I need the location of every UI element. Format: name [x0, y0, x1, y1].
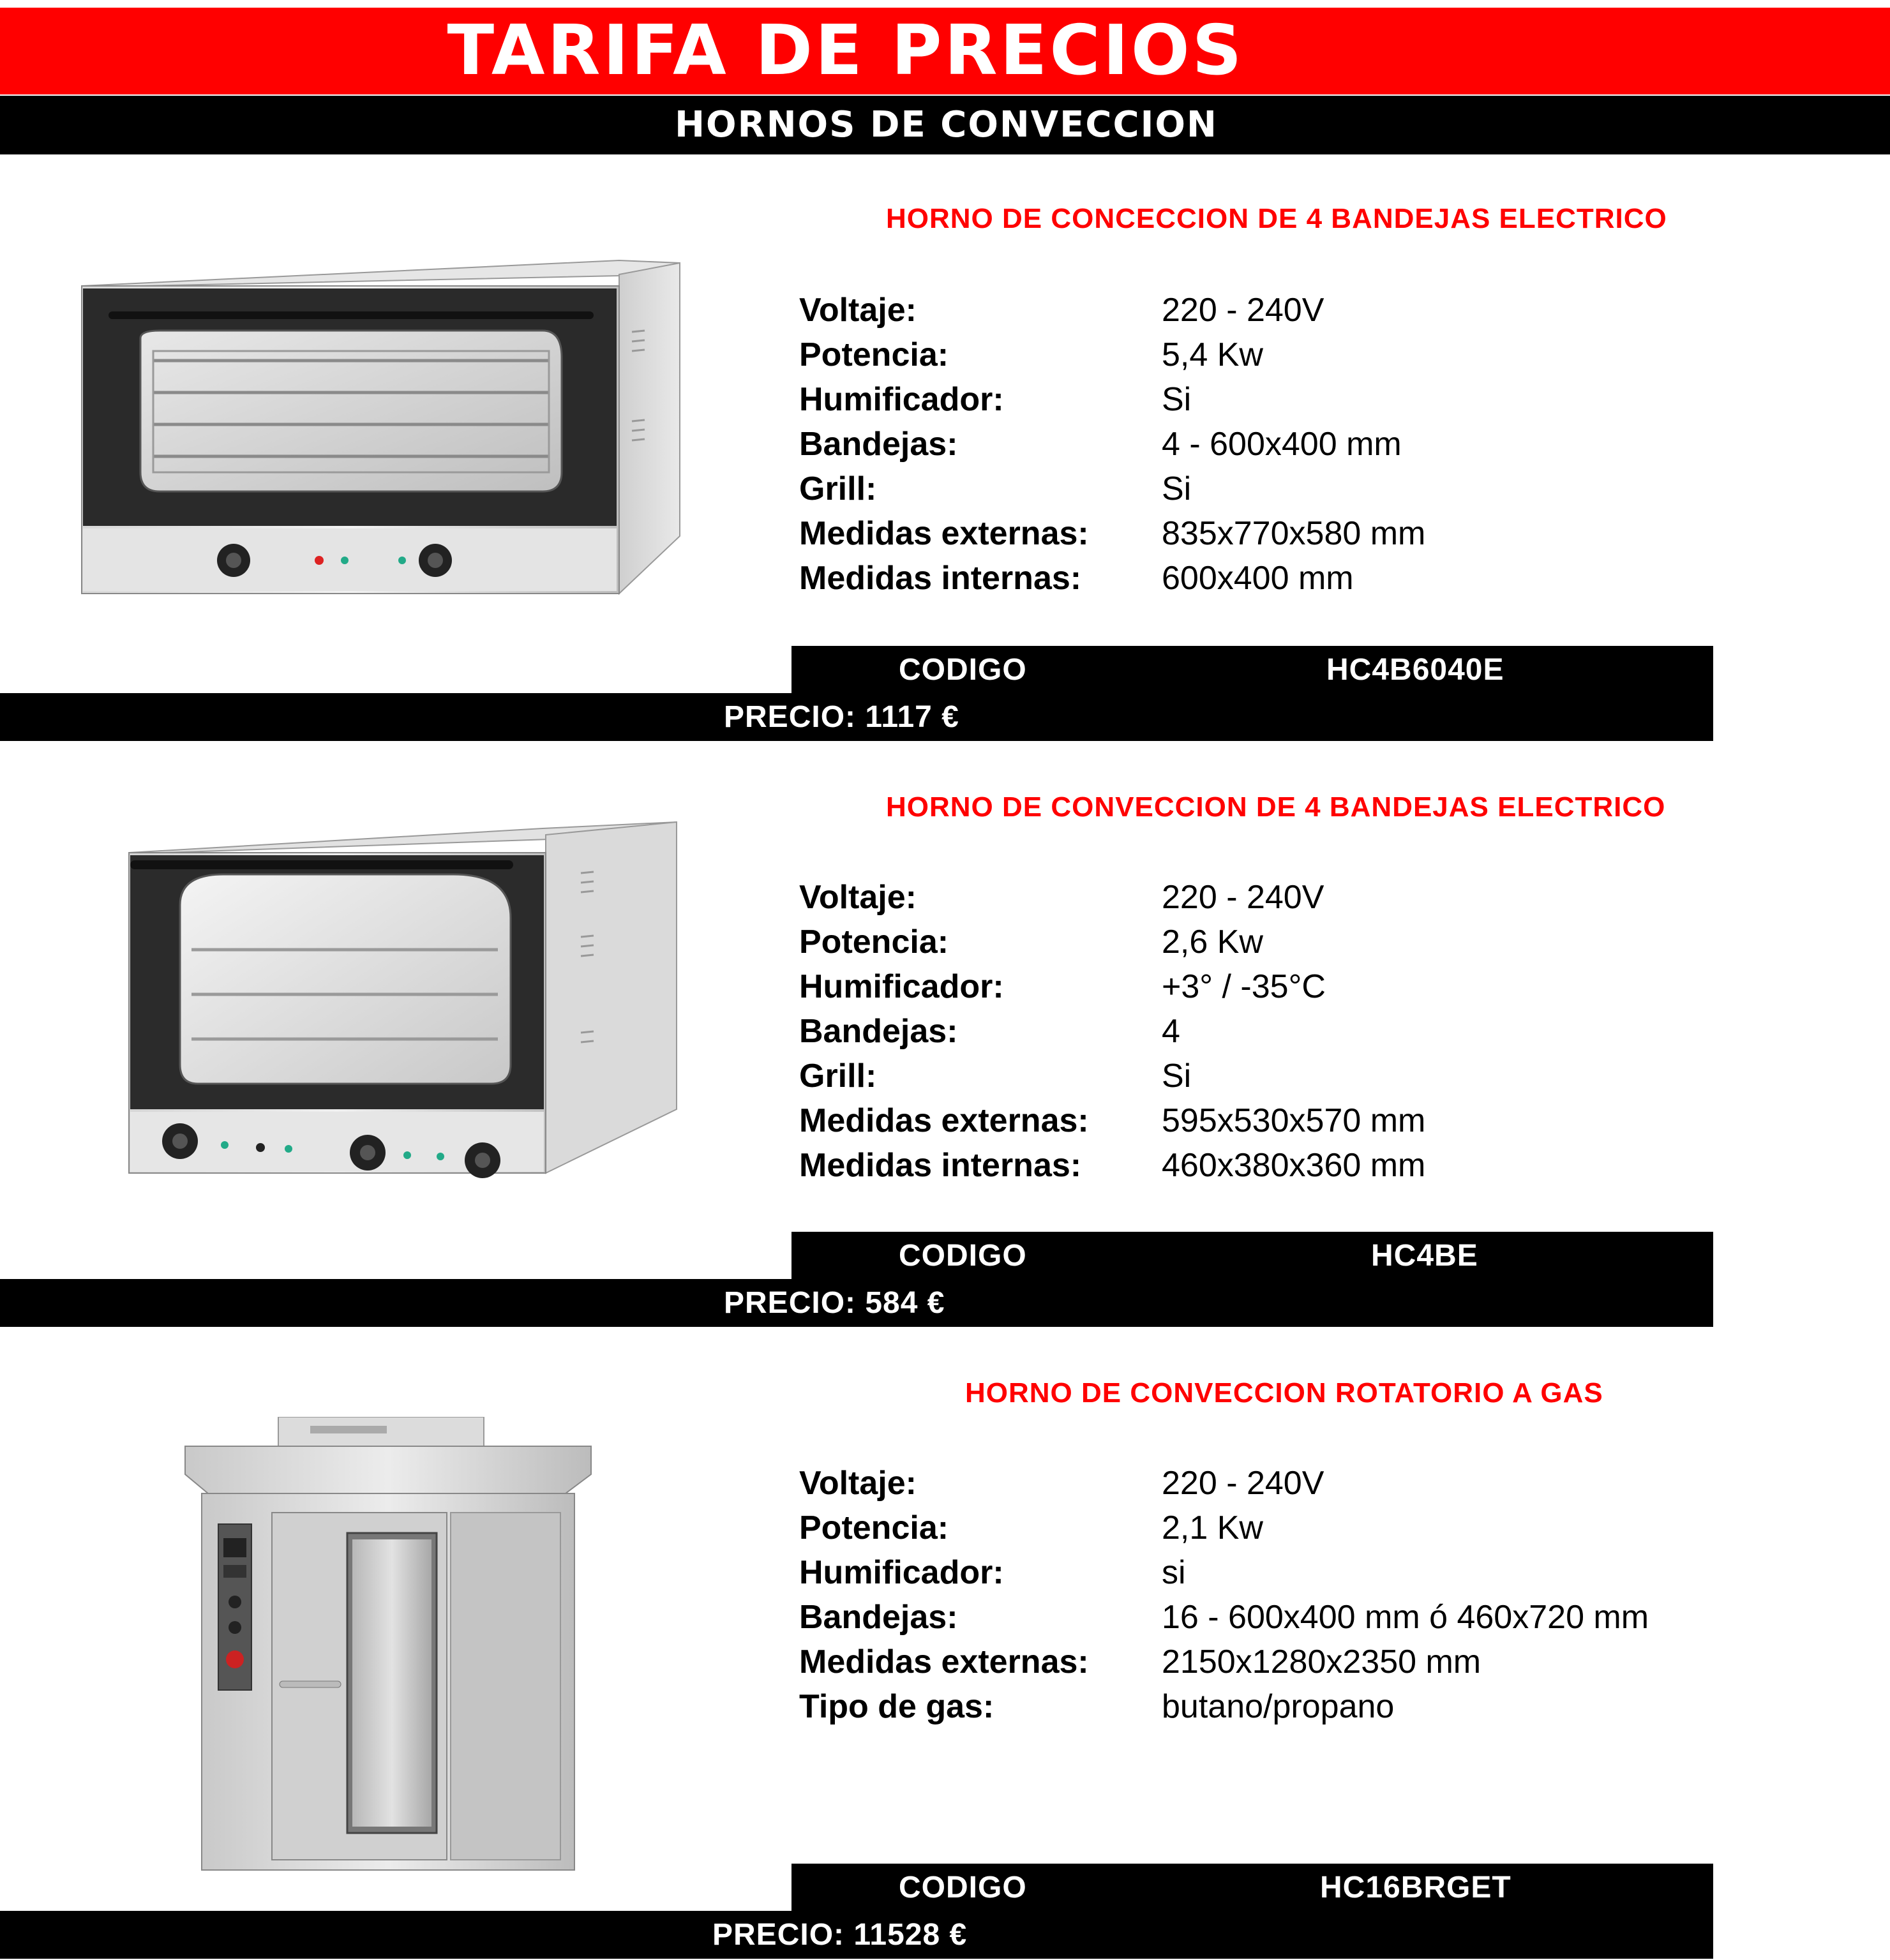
spec-label: Medidas externas:	[799, 1643, 1089, 1680]
spec-value: 220 - 240V	[1162, 292, 1324, 329]
product-code: HC4B6040E	[1326, 653, 1504, 687]
spec-value: +3° / -35°C	[1162, 968, 1326, 1005]
code-label: CODIGO	[899, 1239, 1027, 1273]
spec-value: 600x400 mm	[1162, 560, 1354, 597]
page-title: TARIFA DE PRECIOS	[447, 11, 1245, 91]
convection-oven-2-image	[121, 816, 683, 1186]
spec-value: si	[1162, 1554, 1186, 1591]
page-subtitle: HORNOS DE CONVECCION	[675, 104, 1218, 146]
spec-label: Tipo de gas:	[799, 1688, 994, 1725]
spec-value: 2,1 Kw	[1162, 1509, 1263, 1546]
spec-value: Si	[1162, 1058, 1192, 1095]
product-price: PRECIO: 11528 €	[712, 1918, 968, 1952]
spec-label: Voltaje:	[799, 292, 917, 329]
spec-label: Voltaje:	[799, 879, 917, 916]
spec-value: butano/propano	[1162, 1688, 1395, 1725]
spec-value: 220 - 240V	[1162, 879, 1324, 916]
code-label: CODIGO	[899, 1871, 1027, 1904]
spec-value: 595x530x570 mm	[1162, 1102, 1426, 1139]
product-code: HC4BE	[1371, 1239, 1478, 1273]
convection-oven-1-image	[70, 255, 683, 600]
product-1-title: HORNO DE CONCECCION DE 4 BANDEJAS ELECTRICO	[886, 203, 1667, 234]
spec-value: 835x770x580 mm	[1162, 515, 1426, 552]
spec-label: Medidas internas:	[799, 560, 1082, 597]
product-code: HC16BRGET	[1320, 1871, 1511, 1904]
spec-label: Medidas internas:	[799, 1147, 1082, 1184]
spec-value: 4	[1162, 1013, 1180, 1050]
spec-value: Si	[1162, 470, 1192, 507]
spec-value: 2150x1280x2350 mm	[1162, 1643, 1481, 1680]
spec-value: Si	[1162, 381, 1192, 418]
spec-value: 2,6 Kw	[1162, 924, 1263, 961]
product-price: PRECIO: 1117 €	[724, 700, 959, 734]
spec-label: Grill:	[799, 1058, 877, 1095]
spec-label: Voltaje:	[799, 1465, 917, 1502]
spec-label: Potencia:	[799, 924, 949, 961]
spec-value: 5,4 Kw	[1162, 336, 1263, 373]
spec-label: Medidas externas:	[799, 1102, 1089, 1139]
product-2-title: HORNO DE CONVECCION DE 4 BANDEJAS ELECTRICO	[886, 791, 1666, 823]
spec-value: 4 - 600x400 mm	[1162, 426, 1402, 463]
spec-value: 16 - 600x400 mm ó 460x720 mm	[1162, 1599, 1649, 1636]
spec-label: Bandejas:	[799, 1013, 958, 1050]
spec-label: Medidas externas:	[799, 515, 1089, 552]
spec-label: Potencia:	[799, 1509, 949, 1546]
spec-label: Humificador:	[799, 381, 1004, 418]
spec-label: Humificador:	[799, 1554, 1004, 1591]
spec-label: Grill:	[799, 470, 877, 507]
spec-label: Humificador:	[799, 968, 1004, 1005]
rotary-gas-oven-image	[183, 1417, 597, 1876]
code-label: CODIGO	[899, 653, 1027, 687]
spec-value: 220 - 240V	[1162, 1465, 1324, 1502]
product-3-title: HORNO DE CONVECCION ROTATORIO A GAS	[965, 1377, 1603, 1409]
spec-label: Potencia:	[799, 336, 949, 373]
spec-label: Bandejas:	[799, 426, 958, 463]
spec-value: 460x380x360 mm	[1162, 1147, 1426, 1184]
product-price: PRECIO: 584 €	[724, 1286, 945, 1320]
spec-label: Bandejas:	[799, 1599, 958, 1636]
